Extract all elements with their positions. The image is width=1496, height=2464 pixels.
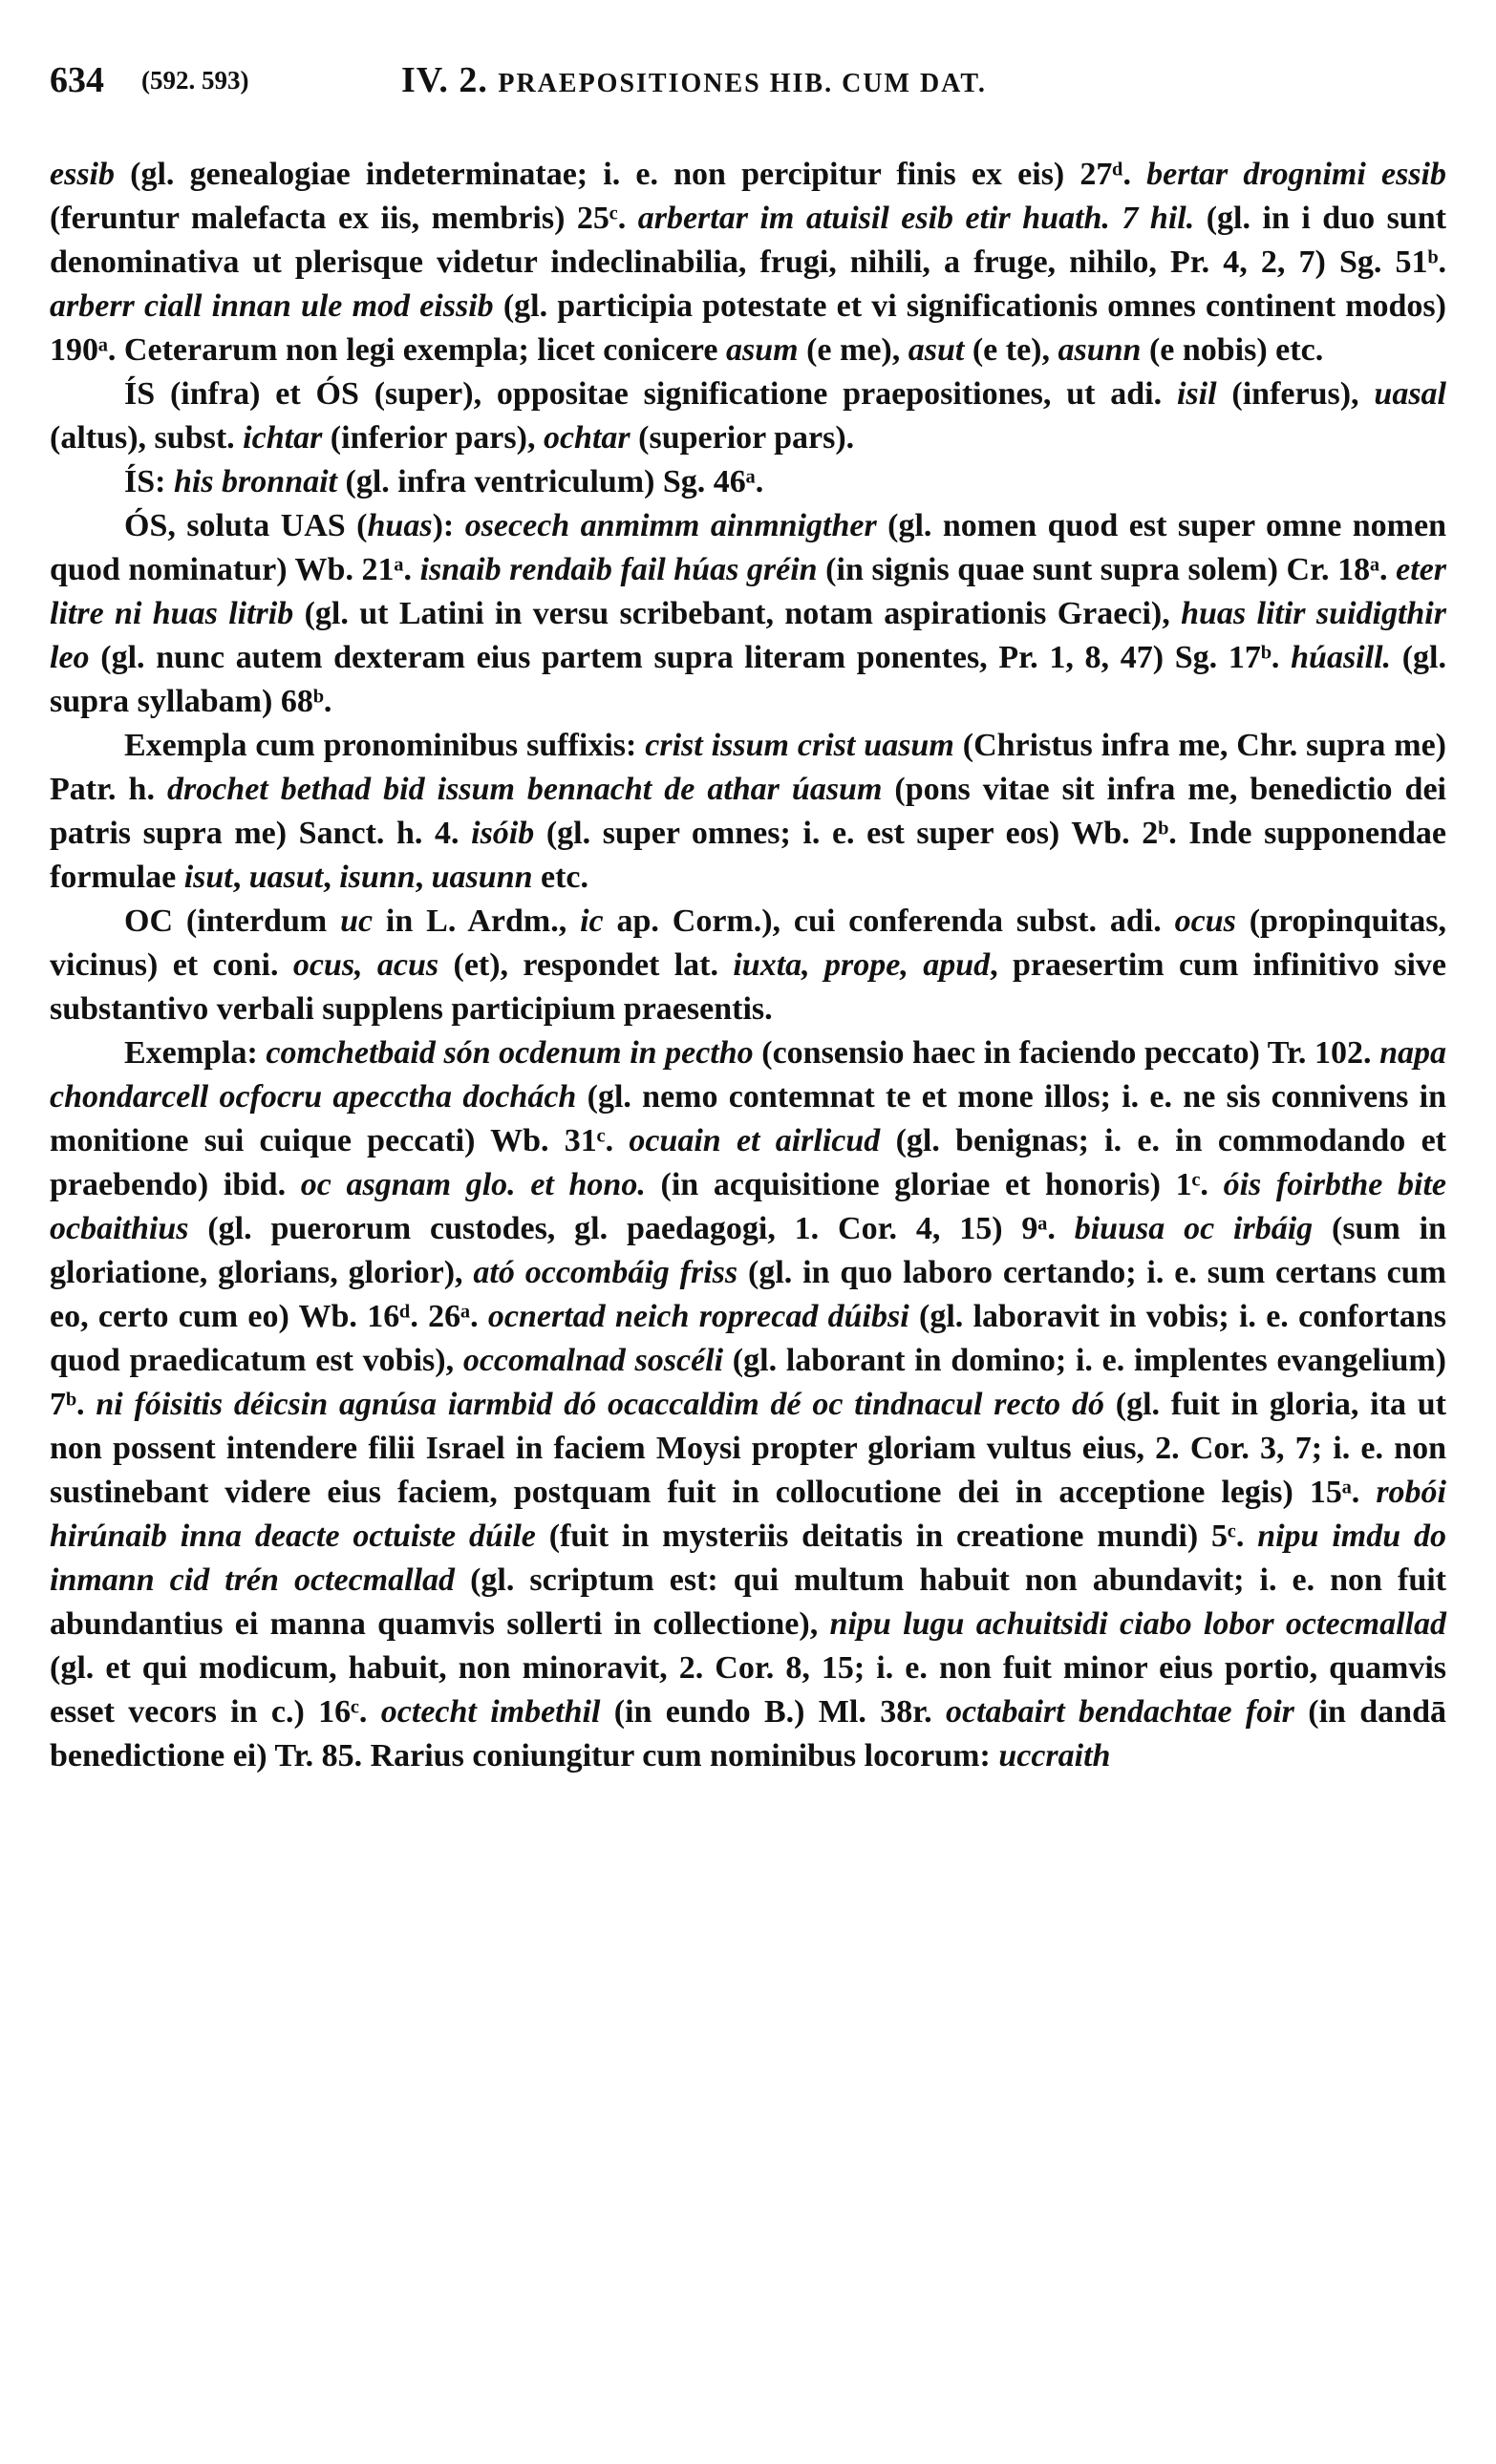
- irish-citation: oc asgnam glo. et hono.: [300, 1167, 646, 1202]
- irish-citation: asut: [908, 332, 965, 368]
- latin-gloss: ):: [432, 508, 465, 543]
- irish-citation: isil: [1176, 376, 1217, 412]
- irish-citation: ocuain et airlicud: [629, 1123, 881, 1158]
- irish-citation: asum: [725, 332, 799, 368]
- latin-gloss: (in acquisitione gloriae et honoris) 1ᶜ.: [645, 1167, 1224, 1202]
- latin-gloss: (gl. in quo laboro certando; i. e. sum certans cum eo, certo cum eo) Wb. 16ᵈ. 26ᵃ.: [50, 1255, 1446, 1334]
- latin-gloss: (pons vitae sit infra me, benedictio dei patris supra me) Sanct. h. 4.: [50, 772, 1446, 851]
- irish-citation: robói hirúnaib inna deacte octuiste dúile: [50, 1475, 1446, 1554]
- running-title: [401, 59, 987, 101]
- irish-citation: comchetbaid són ocdenum in pectho: [266, 1035, 754, 1071]
- paragraph-p7: [50, 1031, 1446, 1778]
- irish-citation: isunn: [339, 860, 416, 895]
- latin-gloss: (gl. et qui modicum, habuit, non minoravit, 2. Cor. 8, 15; i. e. non fuit minor eius portio, quamvis esset vecors in c.) 16ᶜ.: [50, 1650, 1446, 1730]
- irish-citation: uc: [340, 903, 374, 939]
- irish-citation: húasill.: [1291, 640, 1392, 675]
- latin-gloss: ,: [415, 860, 432, 895]
- latin-gloss: (e te),: [964, 332, 1058, 368]
- irish-citation: octecht imbethil: [380, 1694, 601, 1730]
- irish-citation: ic: [580, 903, 604, 939]
- irish-citation: essib: [50, 157, 115, 192]
- page-number: 634: [50, 60, 104, 100]
- irish-citation: biuusa oc irbáig: [1074, 1211, 1314, 1246]
- latin-gloss: (gl. scriptum est: qui multum habuit non abundavit; i. e. non fuit abundantius ei manna quamvis sollerti in collectione),: [50, 1562, 1446, 1642]
- latin-gloss: (inferior pars),: [322, 420, 544, 456]
- irish-citation: uasunn: [431, 860, 533, 895]
- irish-citation: óis foirbthe bite ocbaithius: [50, 1167, 1447, 1246]
- latin-gloss: (in signis quae sunt supra solem) Cr. 18ᵃ.: [817, 552, 1397, 587]
- latin-gloss: (inferus),: [1216, 376, 1375, 412]
- latin-gloss: (e me),: [798, 332, 908, 368]
- latin-gloss: (superior pars).: [630, 420, 855, 456]
- section-number: IV. 2.: [401, 60, 488, 100]
- latin-gloss: Exempla cum pronominibus suffixis:: [124, 728, 646, 763]
- irish-citation: isóib: [471, 816, 535, 851]
- latin-gloss: (gl. genealogiae indeterminatae; i. e. non percipitur finis ex eis) 27ᵈ.: [115, 157, 1147, 192]
- latin-gloss: (gl. fuit in gloria, ita ut non possent intendere filii Israel in faciem Moysi propter gloriam vultus eius, 2. Cor. 3, 7; i. e. non sustinebant videre eius faciem, postquam fuit in collocutione dei in acceptione legis) 15ᵃ.: [50, 1387, 1447, 1510]
- latin-gloss: (gl. infra ventriculum) Sg. 46ᵃ.: [337, 464, 764, 499]
- irish-citation: ochtar: [543, 420, 630, 456]
- irish-citation: uccraith: [998, 1738, 1111, 1774]
- latin-gloss: (gl. puerorum custodes, gl. paedagogi, 1. Cor. 4, 15) 9ᵃ.: [188, 1211, 1075, 1246]
- irish-citation: ni fóisitis déicsin agnúsa iarmbid dó ocaccaldim dé oc tindnacul recto dó: [96, 1387, 1104, 1422]
- latin-gloss: (gl. super omnes; i. e. est super eos) Wb. 2ᵇ. Inde supponendae formulae: [50, 816, 1446, 895]
- paragraph-p4: [50, 504, 1446, 724]
- irish-citation: eter litre ni huas litrib: [50, 552, 1447, 631]
- latin-gloss: (gl. nemo contemnat te et mone illos; i. e. ne sis connivens in monitione sui cuique peccati) Wb. 31ᶜ.: [50, 1079, 1446, 1158]
- latin-gloss: (gl. nunc autem dexteram eius partem supra literam ponentes, Pr. 1, 8, 47) Sg. 17ᵇ.: [89, 640, 1292, 675]
- paragraph-p5: [50, 724, 1446, 900]
- irish-citation: ocus, acus: [292, 947, 439, 983]
- irish-citation: ocnertad neich roprecad dúibsi: [487, 1299, 909, 1334]
- section-title: PRAEPOSITIONES HIB. CUM DAT.: [498, 69, 987, 98]
- latin-gloss: ap. Corm.), cui conferenda subst. adi.: [603, 903, 1175, 939]
- irish-citation: napa chondarcell ocfocru apecctha dochách: [50, 1035, 1446, 1115]
- irish-citation: uasut: [248, 860, 324, 895]
- latin-gloss: ÓS, soluta UAS (: [124, 508, 368, 543]
- irish-citation: osecech anmimm ainmnigther: [464, 508, 877, 543]
- latin-gloss: OC (interdum: [124, 903, 341, 939]
- irish-citation: ocus: [1174, 903, 1236, 939]
- paragraph-p2: [50, 372, 1446, 460]
- latin-gloss: (gl. nomen quod est super omne nomen quod nominatur) Wb. 21ᵃ.: [50, 508, 1446, 587]
- irish-citation: crist issum crist uasum: [645, 728, 954, 763]
- irish-citation: uasal: [1374, 376, 1446, 412]
- latin-gloss: (in dandā benedictione ei) Tr. 85. Rarius coniungitur cum nominibus locorum:: [50, 1694, 1446, 1774]
- irish-citation: nipu imdu do inmann cid trén octecmallad: [50, 1519, 1447, 1598]
- irish-citation: ató occombáig friss: [473, 1255, 738, 1290]
- latin-gloss: (gl. in i duo sunt denominativa ut plerisque videtur indeclinabilia, frugi, nihili, a fruge, nihilo, Pr. 4, 2, 7) Sg. 51ᵇ.: [50, 201, 1446, 280]
- irish-citation: arberr ciall innan ule mod eissib: [50, 288, 494, 324]
- irish-citation: iuxta, prope, apud: [733, 947, 991, 983]
- latin-gloss: ÍS (infra) et ÓS (super), oppositae significatione praepositiones, ut adi.: [124, 376, 1177, 412]
- irish-citation: drochet bethad bid issum bennacht de athar úasum: [166, 772, 883, 807]
- irish-citation: arbertar im atuisil esib etir huath. 7 hil.: [637, 201, 1195, 236]
- page-reference: (592. 593): [141, 66, 249, 95]
- latin-gloss: ,: [323, 860, 340, 895]
- irish-citation: his bronnait: [173, 464, 337, 499]
- book-page: [50, 38, 1446, 2426]
- running-header: [50, 59, 1446, 117]
- irish-citation: isnaib rendaib fail húas gréin: [419, 552, 818, 587]
- latin-gloss: (feruntur malefacta ex iis, membris) 25ᶜ.: [50, 201, 638, 236]
- latin-gloss: (sum in gloriatione, glorians, glorior),: [50, 1211, 1446, 1290]
- latin-gloss: (e nobis) etc.: [1141, 332, 1324, 368]
- latin-gloss: (Christus infra me, Chr. supra me) Patr. h.: [50, 728, 1447, 807]
- latin-gloss: (gl. benignas; i. e. in commodando et praebendo) ibid.: [50, 1123, 1446, 1202]
- irish-citation: ichtar: [243, 420, 323, 456]
- latin-gloss: ,: [232, 860, 249, 895]
- latin-gloss: (gl. ut Latini in versu scribebant, notam aspirationis Graeci),: [293, 596, 1182, 631]
- latin-gloss: (fuit in mysteriis deitatis in creatione mundi) 5ᶜ.: [535, 1519, 1258, 1554]
- irish-citation: asunn: [1058, 332, 1142, 368]
- irish-citation: octabairt bendachtae foir: [946, 1694, 1294, 1730]
- irish-citation: huas: [367, 508, 433, 543]
- irish-citation: isut: [183, 860, 233, 895]
- paragraph-p6: [50, 900, 1446, 1031]
- latin-gloss: (gl. laborant in domino; i. e. implentes evangelium) 7ᵇ.: [50, 1343, 1446, 1422]
- irish-citation: huas litir suidigthir leo: [50, 596, 1446, 675]
- irish-citation: bertar drognimi essib: [1146, 157, 1446, 192]
- latin-gloss: (in eundo B.) Ml. 38r.: [600, 1694, 947, 1730]
- latin-gloss: (et), respondet lat.: [438, 947, 734, 983]
- irish-citation: nipu lugu achuitsidi ciabo lobor octecmallad: [829, 1606, 1446, 1642]
- latin-gloss: (gl. supra syllabam) 68ᵇ.: [50, 640, 1446, 719]
- latin-gloss: (gl. participia potestate et vi significationis omnes continent modos) 190ᵃ. Ceterarum non legi exempla; licet conicere: [50, 288, 1446, 368]
- body-text: [50, 153, 1446, 1778]
- paragraph-p3: [50, 460, 1446, 504]
- latin-gloss: etc.: [532, 860, 589, 895]
- latin-gloss: Exempla:: [124, 1035, 267, 1071]
- latin-gloss: in L. Ardm.,: [373, 903, 581, 939]
- latin-gloss: (propinquitas, vicinus) et coni.: [50, 903, 1447, 983]
- latin-gloss: (altus), subst.: [50, 420, 244, 456]
- latin-gloss: , praesertim cum infinitivo sive substantivo verbali supplens participium praesentis.: [50, 947, 1447, 1027]
- paragraph-p1: [50, 153, 1446, 372]
- latin-gloss: (consensio haec in faciendo peccato) Tr. 102.: [753, 1035, 1380, 1071]
- irish-citation: occomalnad soscéli: [462, 1343, 724, 1378]
- latin-gloss: ÍS:: [124, 464, 174, 499]
- latin-gloss: (gl. laboravit in vobis; i. e. confortans quod praedicatum est vobis),: [50, 1299, 1446, 1378]
